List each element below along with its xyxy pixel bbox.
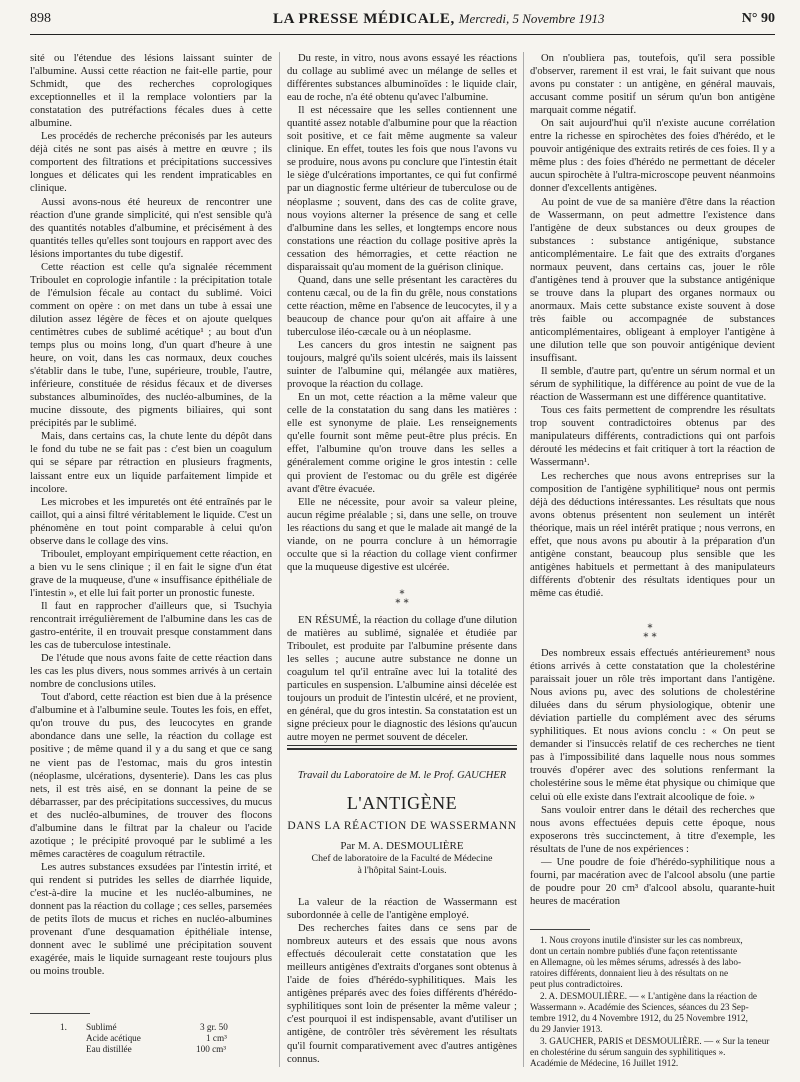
- paragraph: Il faut en rapprocher d'ailleurs que, si Tsuchyia rencontrait irrégulièrement de l'albumine dans les cas de gastro-entérite, il en trouvait presque constamment dans les cas de tuberculose intestinale.: [30, 600, 272, 652]
- formula-value: 3 gr. 50: [200, 1022, 228, 1032]
- formula-label: Acide acétique: [86, 1033, 141, 1043]
- footnote-line: 3. GAUCHER, PARIS et DESMOULIÈRE. — « Sur la teneur: [540, 1036, 770, 1046]
- footnote-line: dont un certain nombre publiés d'une façon retentissante: [530, 946, 738, 956]
- paragraph: Les recherches que nous avons entreprises sur la composition de l'antigène syphilitique² nous ont permis déjà des déductions intéressantes. Les résultats que nous avons obtenus présentent non seulement un intérêt théorique, mais un réel intérêt pratique ; nous verrons, en effet, que nous avons pu aboutir à la préparation d'un antigène constant, beaucoup plus sensible que les antigènes habituels et permettant à des manipulateurs différents d'obtenir des résultats identiques pour un même cas étudié.: [530, 470, 775, 599]
- footnote-line: 1. Nous croyons inutile d'insister sur les cas nombreux,: [540, 935, 743, 945]
- paragraph: Elle ne nécessite, pour avoir sa valeur pleine, aucun régime préalable ; si, dans une selle, on trouve les réactions du sang et que le malade ait mangé de la viande, on ne pourra conclure à un hémorragie occulte que si la réaction du collage vient confirmer que la muqueuse digestive est ulcérée.: [287, 496, 517, 573]
- formula-value: 100 cm³: [196, 1044, 227, 1054]
- author-affiliation: Chef de laboratoire de la Faculté de Médecine: [311, 853, 493, 864]
- issue-number: N° 90: [741, 11, 775, 26]
- footnote-line: Académie de Médecine, 16 Juillet 1912.: [530, 1058, 679, 1068]
- footnote-marker: 1.: [60, 1022, 67, 1032]
- footnote-line: ratoires différents, donnaient lieu à des résultats on ne: [530, 968, 729, 978]
- footnote-line: en cholestérine du sérum sanguin des syphilitiques ».: [530, 1047, 726, 1057]
- column-1: [30, 52, 272, 980]
- paragraph: Quand, dans une selle présentant les caractères du contenu cæcal, ou de la fin du grêle, nous constations cette réaction, même en l'absence de leucocytes, il y a beaucoup de chance pour qu'on ait affaire à une tuberculose iléo-cæcale ou à un néoplasme.: [287, 274, 517, 338]
- formula-value: 1 cm³: [206, 1033, 227, 1043]
- paragraph: Mais, dans certains cas, la chute lente du dépôt dans le fond du tube ne se fait pas : c'est bien un coagulum qui se sépare par rétraction en plusieurs fragments, laissant entre eux un liquide parfaitement limpide et incolore.: [30, 431, 272, 495]
- paragraph: Sans vouloir entrer dans le détail des recherches que nous avons effectuées depuis cette époque, nous exposerons très succinctement, à titre d'exemple, les résultats de l'une de nos expériences :: [530, 804, 775, 855]
- paragraph: Les microbes et les impuretés ont été entraînés par le caillot, qui a ainsi filtré véritablement le liquide. C'est un phénomène en tout point comparable à celui qu'on observe dans le collage des vins.: [30, 496, 272, 547]
- author-affiliation: à l'hôpital Saint-Louis.: [357, 865, 447, 876]
- paragraph: sité ou l'étendue des lésions laissant suinter de l'albumine. Aussi cette réaction ne fait-elle partie, pour Schmidt, que des recherches coprologiques exceptionnelles et il la remplace volontiers par la constatation des putréfactions fécales dues à cette albumine.: [30, 53, 272, 130]
- summary-block: [287, 614, 517, 744]
- paragraph: Au point de vue de sa manière d'être dans la réaction de Wassermann, on peut admettre l'existence dans l'antigène de deux substances ou deux groupes de substances : substance antigénique, substance anticomplémentaire. Le fait que des extraits d'organes normaux peuvent, dans certains cas, jouer le rôle d'antigènes tend à prouver que la substance antigénique se trouve dans la plupart des organes normaux ou anormaux. Mais cette substance existe souvent à dose très faible ou accompagnée de substances anticomplémentaires, obligeant à employer l'antigène à une dilution telle que son pouvoir antigénique devient insuffisant.: [530, 196, 775, 365]
- paragraph: Du reste, in vitro, nous avons essayé les réactions du collage au sublimé avec un mélange de selles et différentes substances albuminoïdes : le liquide clair, eau de roche, n'a été obtenu qu'avec l'albumine.: [287, 53, 517, 104]
- article-separator: [287, 745, 517, 746]
- footnote-line: Wassermann ». Académie des Sciences, séances du 23 Sep-: [530, 1002, 749, 1012]
- paragraph: Il est nécessaire que les selles contiennent une quantité assez notable d'albumine pour que la réaction soit positive, et ce fait même augmente sa valeur clinique. En effet, toutes les fois que nous l'avons vu se produire, nous avons pu conclure que l'intestin était le siège d'ulcérations importantes, ce qui fut confirmé par un diagnostic ferme ultérieur de tuberculose ou de néoplasme ; souvent, dans des cas de colite grave, nous voyions alterner la présence de sang et celle d'albumine dans les selles, et longtemps encore nous constations une réaction du collage positive après la cessation des hémorragies, et cette réaction ne disparaissait qu'au moment de la guérison clinique.: [287, 105, 517, 273]
- paragraph: Les procédés de recherche préconisés par les auteurs déjà cités ne sont pas aisés à mettre en œuvre ; ils comportent des filtrations et précipitations successives longues et délicates qui les rendent impraticables en clinique.: [30, 131, 272, 195]
- footnote-line: peut plus contradictoires.: [530, 979, 623, 989]
- paragraph: On n'oubliera pas, toutefois, qu'il sera possible d'observer, rarement il est vrai, le fait suivant que nous avons pu constater : un antigène, en général mauvais, accusant comme positif un sérum qu'un bon antigène marquait comme négatif.: [530, 53, 775, 117]
- footnote-line: du 29 Janvier 1913.: [530, 1024, 603, 1034]
- column-3-upper: [530, 52, 775, 610]
- footnote-rule: [530, 929, 590, 930]
- paragraph: Aussi avons-nous été heureux de rencontrer une réaction d'une grande simplicité, qui n'est sensible qu'à des quantités notables d'albumine, et précisément à des quantités telles qu'elles sont toujours en rapport avec des lésions importantes du tube digestif.: [30, 196, 272, 260]
- column-rule-right: [523, 52, 524, 1067]
- running-header: [30, 8, 775, 35]
- footnote-rule: [30, 1013, 90, 1014]
- article-title: L'ANTIGÈNE: [346, 793, 458, 813]
- article-subtitle: DANS LA RÉACTION DE WASSERMANN: [287, 820, 517, 832]
- paragraph: On sait aujourd'hui qu'il n'existe aucune corrélation entre la richesse en spirochètes des foies d'hérédo, et le pouvoir antigénique des extraits retirés de ces foies. Il y a même plus : des foies d'hérédo ne permettant de déceler aucun spirochète à l'ultra-microscope peuvent néanmoins donner d'excellents antigènes.: [530, 118, 775, 195]
- issue-date: Mercredi, 5 Novembre 1913: [458, 11, 605, 26]
- paragraph: La valeur de la réaction de Wassermann est subordonnée à celle de l'antigène employé.: [287, 897, 517, 922]
- paragraph: Il semble, d'autre part, qu'entre un sérum normal et un sérum de syphilitique, la différence au point de vue de la réaction de Wassermann est une différence quantitative.: [530, 366, 775, 404]
- paragraph: De l'étude que nous avons faite de cette réaction dans les cas les plus divers, nous sommes arrivés à un certain nombre de conclusions utiles.: [30, 653, 272, 691]
- article-body: [287, 896, 517, 1071]
- paragraph: Des nombreux essais effectués antérieurement³ nous étions arrivés à cette constatation que la cholestérine paraissait jouer un rôle très important dans l'antigène. Nous avions pu, avec des solutions de cholestérine diluées dans du sérum physiologique, obtenir une déviation partielle du complément avec des sérums syphilitiques. Et nous avions conclu : « On peut se demander si l'insuccès relatif de ces recherches ne tient pas à l'impossibilité dans laquelle nous nous sommes trouvés d'opérer avec des solutions renfermant la cholestérine sous le même état physique ou chimique que celui où elle existe dans l'extrait alcoolique de foie. »: [530, 648, 775, 803]
- column-2-upper: [287, 52, 517, 587]
- page-number: 898: [30, 11, 51, 26]
- footnote-line: en Allemagne, où les mêmes sérums, adressés à des labo-: [530, 957, 741, 967]
- lab-credit: Travail du Laboratoire de M. le Prof. GAUCHER: [297, 770, 507, 781]
- section-separator-stars: * * *: [643, 623, 657, 643]
- summary-paragraph: EN RÉSUMÉ, la réaction du collage d'une dilution de matières au sublimé, signalée et étudiée par Triboulet, est produite par l'albumine présente dans les selles ; aucune autre substance ne donne un coagulum tel qu'il entraîne avec lui la totalité des particules en suspension. L'albumine ainsi décelée est toujours un produit de l'intestin ulcéré, et ne provient, en général, que du gros intestin. Sa constatation est un signe précieux pour le diagnostic des lésions qu'aucun autre moyen ne permet souvent de déceler.: [287, 615, 517, 744]
- paragraph: Triboulet, employant empiriquement cette réaction, en a bien vu le sens clinique ; il en fait le signe d'un état grave de la muqueuse, d'une « insuffisance épithéliale de l'intestin », et elle lui fait porter un pronostic funeste.: [30, 548, 272, 599]
- paragraph: Tout d'abord, cette réaction est bien due à la présence d'albumine et à l'albumine seule. Toutes les fois, en effet, qu'on trouve du pus, des leucocytes en grande abondance dans une selle, la réaction du collage est positive ; de même quand il y a du sang et que ce sang ne vient pas de l'estomac, mais du gros intestin (néoplasme, ulcérations, dysenterie). Dans les cas plus nets, il est très aisé, en se donnant la peine de se débarrasser, par des précipitations successives, du mucus et des nucléo-albumines, de trouver des flocons d'albumine dans le filtrat par la chaleur ou l'acide azotique ; le précipité provoqué par le sublimé a les mêmes caractères de coagulum rétractile.: [30, 692, 272, 860]
- paragraph: — Une poudre de foie d'hérédo-syphilitique nous a fourni, par macération avec de l'alcool absolu (une partie de poudre pour 20 cm³ d'alcool absolu, quarante-huit heures de macération: [530, 856, 775, 907]
- paragraph: Cette réaction est celle qu'a signalée récemment Triboulet en coprologie infantile : la précipitation totale de l'émulsion fécale au contact du sublimé. Voici comment on opère : on met dans un tube à essai une dilution assez légère de fèces et on ajoute quelques centimètres cubes de sublimé acétique¹ ; au bout d'un temps plus ou moins long, d'un quart d'heure à une heure, on voit, dans les cas normaux, deux couches s'établir dans le tube, l'une, supérieure, trouble, l'autre, inférieure, constituée de résidus fécaux et de diverses substances albuminoïdes, des nucléo-albumines, de la mucine dissoute, des pigments biliaires, qui sont précipités par le sublimé.: [30, 261, 272, 430]
- paragraph: Les autres substances exsudées par l'intestin irrité, et qui rendent si putrides les selles de diarrhée liquide, c'est-à-dire la mucine et les nucléo-albumines, ne donnent pas la réaction du collage ; ces selles, parsemées de petits îlots de mucus et riches en nucléo-albumines provenant d'une desquamation épithéliale intense, donnent avec le sublimé une précipitation souvent exagérée, mais le liquide surnageant reste toujours plus ou moins trouble.: [30, 861, 272, 978]
- article-separator-double: [287, 748, 517, 750]
- footnote-line: tembre 1912, du 4 Novembre 1912, du 25 Novembre 1912,: [530, 1013, 748, 1023]
- column-3-lower: [530, 647, 775, 907]
- column-rule-left: [279, 52, 280, 1067]
- formula-label: Sublimé: [86, 1022, 117, 1032]
- paragraph: Tous ces faits permettent de comprendre les résultats trop souvent contradictoires obtenus par des manipulateurs différents, contradictions qui ont parfois dérouté les médecins et fait critiquer à tort la réaction de Wassermann¹.: [530, 405, 775, 469]
- journal-title: LA PRESSE MÉDICALE,: [273, 11, 455, 27]
- paragraph: Les cancers du gros intestin ne saignent pas toujours, malgré qu'ils soient ulcérés, mais ils laissent suinter de l'albumine qui, mélangée aux matières, provoque la réaction du collage.: [287, 340, 517, 391]
- formula-label: Eau distillée: [86, 1044, 132, 1054]
- author-line: Par M. A. DESMOULIÈRE: [340, 840, 464, 852]
- journal-line: [273, 11, 604, 28]
- paragraph: Des recherches faites dans ce sens par de nombreux auteurs et des essais que nous avons effectués découlerait cette constatation que les meilleurs antigènes d'extraits d'organes sont obtenus à l'aide de foies d'hérédo-syphilitiques. Mais les antigènes préparés avec des foies différents d'hérédo-syphilitiques sont loin de présenter la même valeur ; c'est pourquoi il est indispensable, avant d'utiliser un antigène, de contrôler très sévèrement les résultats qu'il fournit comparativement avec d'autres antigènes connus.: [287, 923, 517, 1065]
- footnote-line: 2. A. DESMOULIÈRE. — « L'antigène dans la réaction de: [540, 991, 758, 1001]
- section-separator-stars: * * *: [395, 589, 409, 609]
- paragraph: En un mot, cette réaction a la même valeur que celle de la constatation du sang dans les matières : elle est synonyme de plaie. Les renseignements qu'elle fournit sont même peut-être plus précis. En effet, l'albumine qu'on trouve dans les selles a généralement comme origine le gros intestin : celle qui provient de l'estomac ou du grêle est digérée avant d'être évacuée.: [287, 392, 517, 495]
